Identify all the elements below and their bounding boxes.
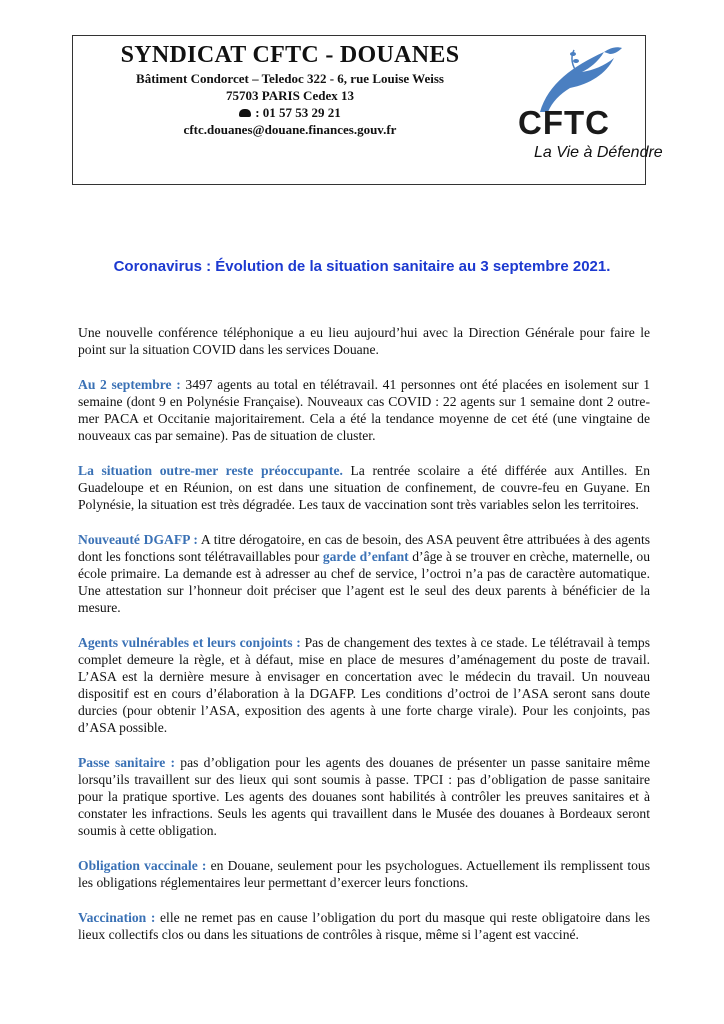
paragraph-heading: Nouveauté DGAFP : — [78, 532, 198, 547]
paragraph-text: La rentrée scolaire a été différée aux Antilles. En Guadeloupe et en Réunion, on est dans une situation de confinement, de couvre-feu en Guyane. En Polynésie, la situation est très dégradée. Les taux de vaccination sont très variables selon les territoires. — [78, 463, 650, 512]
address-line-1: Bâtiment Condorcet – Teledoc 322 - 6, rue Louise Weiss — [136, 71, 444, 86]
phone-number: : 01 57 53 29 21 — [255, 105, 341, 120]
highlighted-phrase: garde d’enfant — [322, 549, 409, 564]
telephone-icon — [239, 109, 251, 117]
paragraph-text: Une nouvelle conférence téléphonique a eu lieu aujourd’hui avec la Direction Générale pour faire le point sur la situation COVID dans les services Douane. — [78, 325, 650, 357]
logo-wordmark: CFTC — [518, 104, 610, 141]
paragraph-heading: Obligation vaccinale : — [78, 858, 207, 873]
paragraph-text: en Douane, seulement pour les psychologues. Actuellement ils remplissent tous les obligations réglementaires leur permettant d’exercer leurs fonctions. — [78, 858, 651, 890]
paragraph-text: d’âge à se trouver en crèche, maternelle, ou école primaire. La demande est à adresser au chef de service, l’octroi n’a pas de caractère automatique. Une attestation sur l’honneur doit préciser que l’agent est le seul des deux parents à bénéficier de la mesure. — [78, 549, 650, 615]
email-address: cftc.douanes@douane.finances.gouv.fr — [183, 122, 397, 137]
paragraph-vaccine-obligation — [78, 857, 650, 891]
logo-motto: La Vie à Défendre — [534, 144, 663, 161]
paragraph-vaccination — [78, 909, 650, 943]
paragraph-health-pass — [78, 754, 650, 839]
paragraph-overseas — [78, 462, 650, 513]
paragraph-vulnerable-agents — [78, 634, 650, 736]
paragraph-text: 3497 agents au total en télétravail. 41 personnes ont été placées en isolement sur 1 semaine (dont 9 en Polynésie Française). Nouveaux cas COVID : 22 agents sur 1 semaine dont 2 outre-mer PACA et Occitanie majoritairement. Cela a été la tendance moyenne de cet été (une vingtaine de nouveaux cas par semaine). Pas de situation de cluster. — [78, 377, 651, 443]
letterhead — [100, 40, 480, 138]
document-body — [78, 324, 650, 961]
paragraph-heading: La situation outre-mer reste préoccupante. — [78, 463, 343, 478]
paragraph-text: elle ne remet pas en cause l’obligation du port du masque qui reste obligatoire dans les lieux collectifs clos ou dans les situations de contrôles à risque, même si l’agent est vacciné. — [78, 910, 650, 942]
phone-line — [100, 104, 480, 121]
paragraph-heading: Vaccination : — [78, 910, 156, 925]
paragraph-text: pas d’obligation pour les agents des douanes de présenter un passe sanitaire même lorsqu’ils travaillent sur des lieux qui sont soumis à passe. TPCI : pas d’obligation de passe sanitaire pour la pratique sportive. Les agents des douanes sont habilités à contrôler les preuves sanitaires et à constater les infractions. Seuls les agents qui travaillent dans le Musée des douanes à Bordeaux seront soumis à cette obligation. — [78, 755, 650, 838]
cftc-logo — [518, 44, 663, 164]
paragraph-heading: Agents vulnérables et leurs conjoints : — [78, 635, 301, 650]
paragraph-dgafp — [78, 531, 650, 616]
paragraph-intro — [78, 324, 650, 358]
paragraph-heading: Passe sanitaire : — [78, 755, 176, 770]
paragraph-status — [78, 376, 650, 444]
paragraph-text: A titre dérogatoire, en cas de besoin, des ASA peuvent être attribuées à des agents dont les fonctions sont télétravaillables pour — [78, 532, 651, 564]
address-line-2: 75703 PARIS Cedex 13 — [226, 88, 354, 103]
paragraph-text: Pas de changement des textes à ce stade. Le télétravail à temps complet demeure la règle, et à défaut, mise en place de mesures d’aménagement du poste de travail. L’ASA est la dernière mesure à envisager en concertation avec le médecin du travail. Un nouveau dispositif est en cours d’élaboration à la DGAFP. Les conditions d’octroi de l’ASA seront sans doute durcies (pour obtenir l’ASA, exposition des agents à une forte charge virale). Pour les conjoints, pas d’ASA possible. — [78, 635, 650, 735]
paragraph-heading: Au 2 septembre : — [78, 377, 181, 392]
document-title: Coronavirus : Évolution de la situation sanitaire au 3 septembre 2021. — [113, 258, 611, 275]
organization-name: SYNDICAT CFTC - DOUANES — [120, 42, 460, 68]
